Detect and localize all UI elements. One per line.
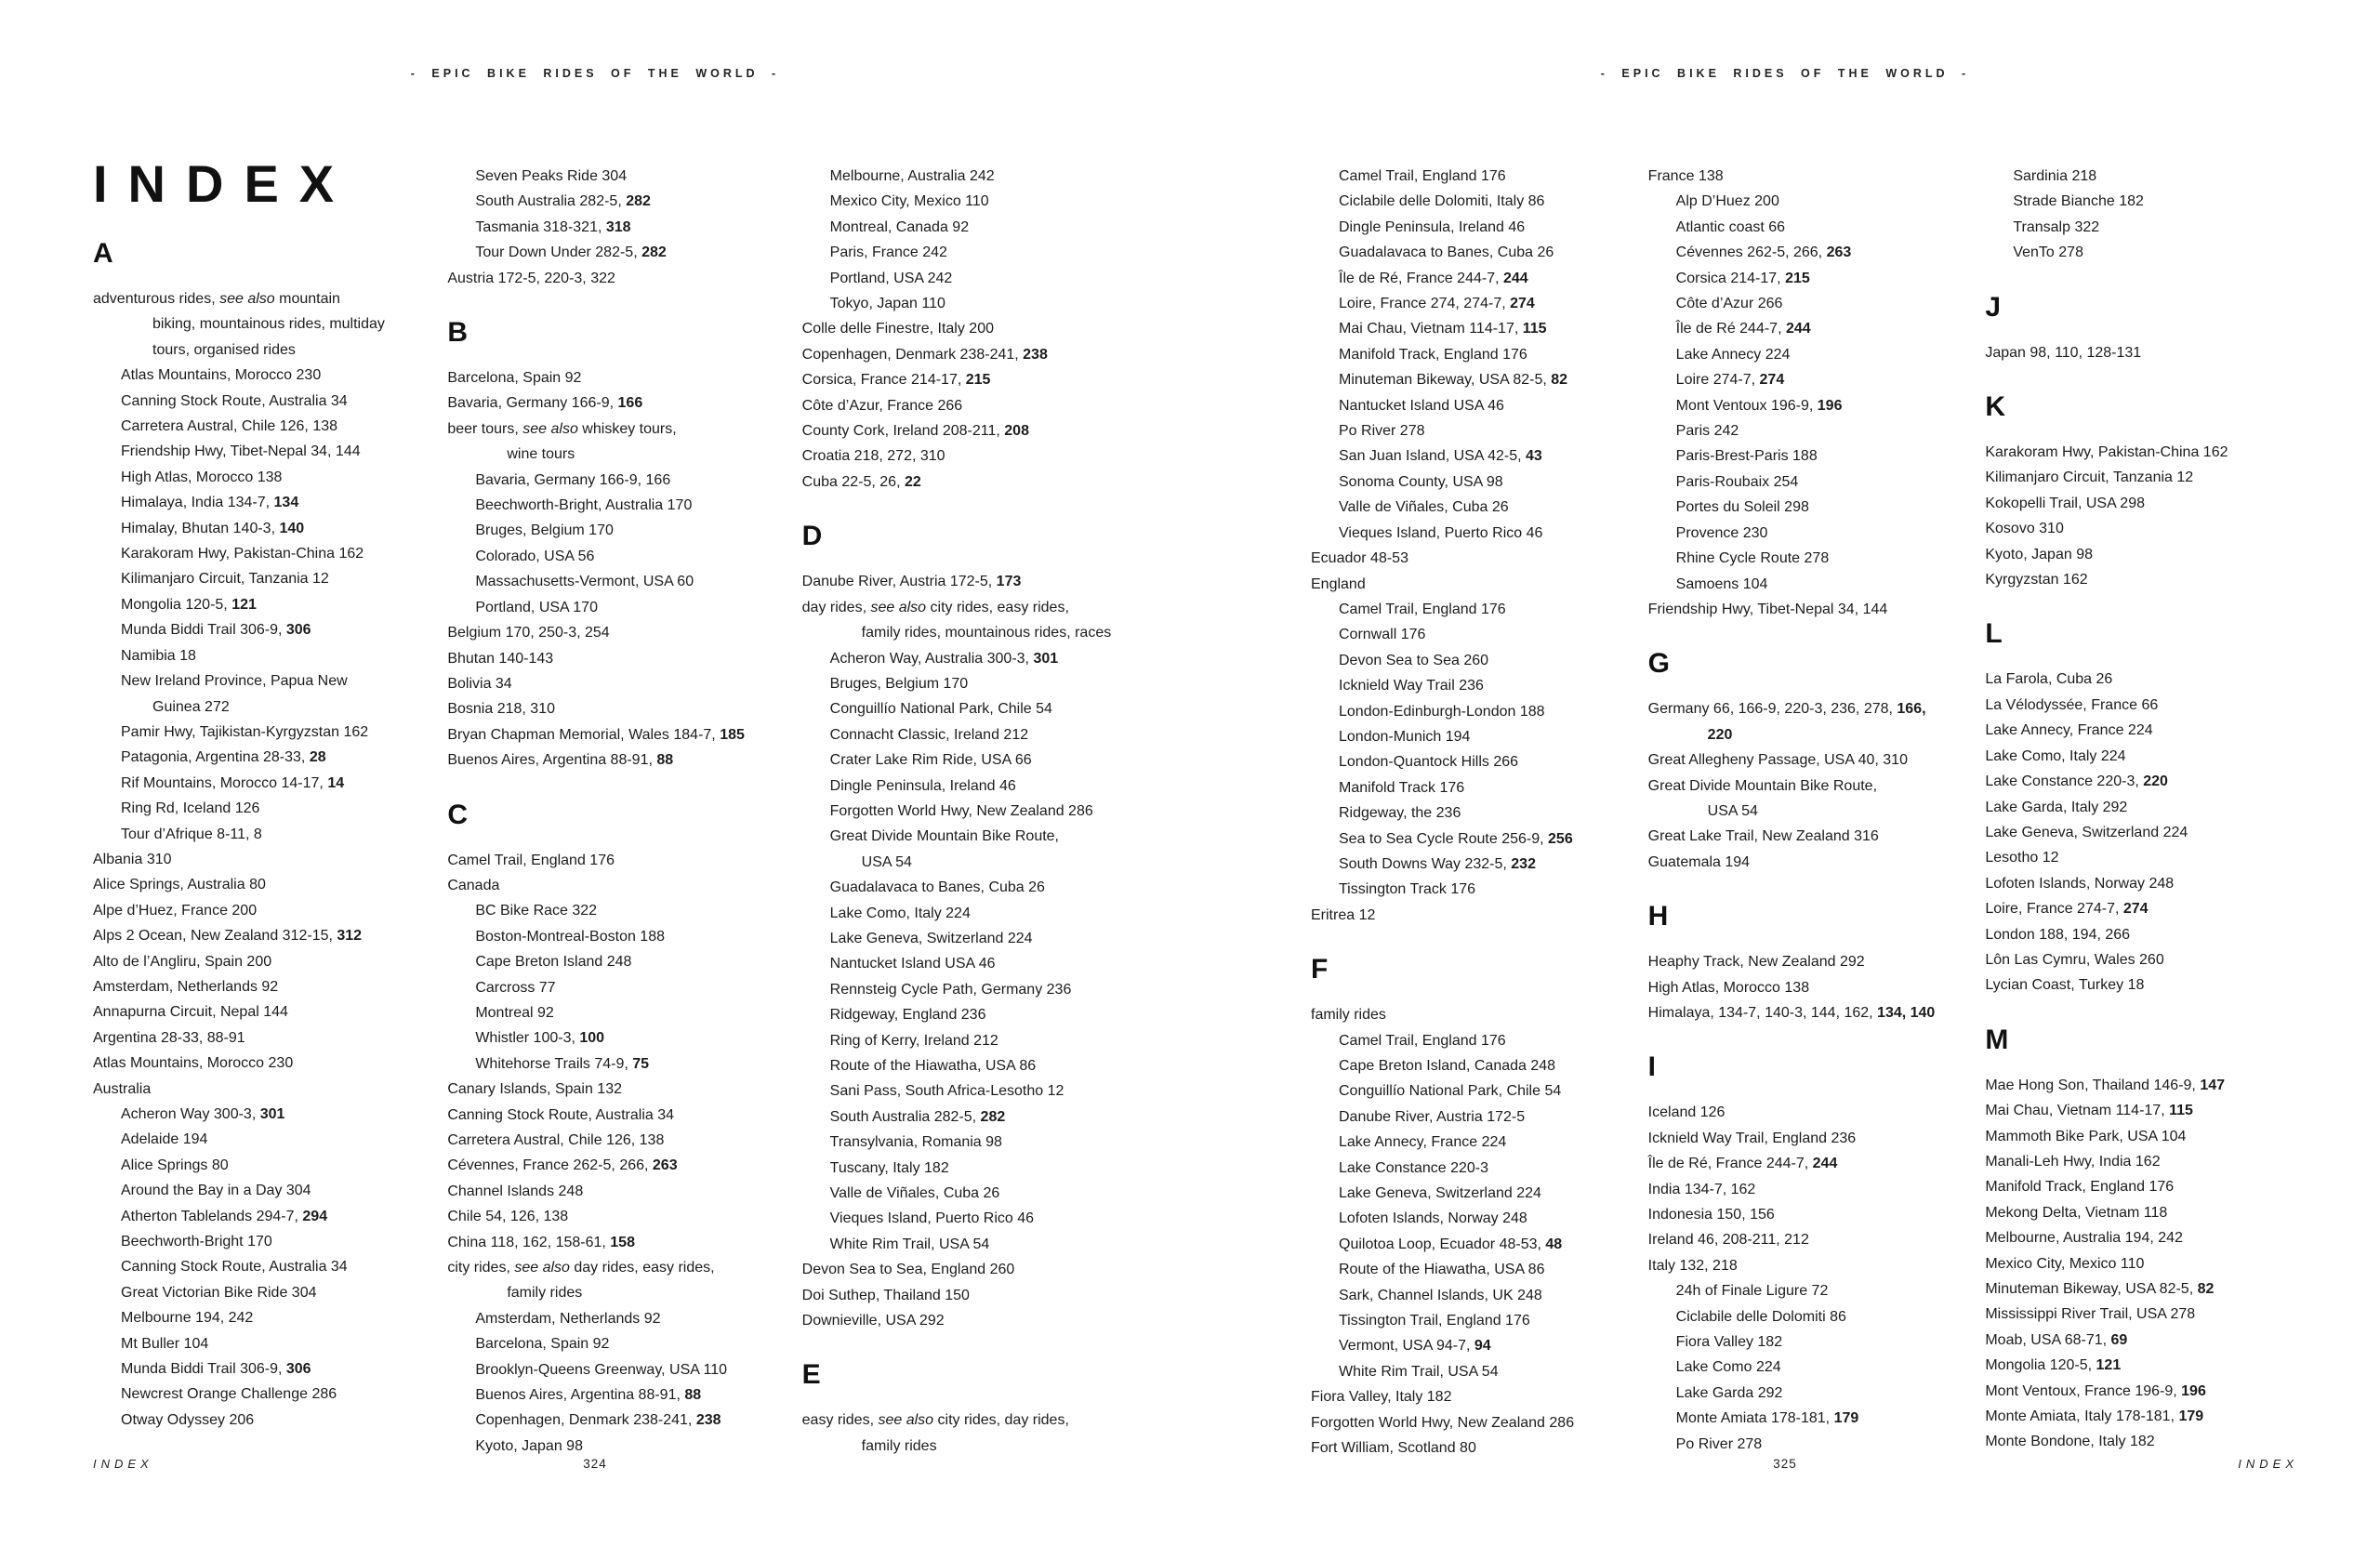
index-entry: Belgium 170, 250-3, 254 [447,625,610,641]
index-entry: Danube River, Austria 172-5 [1339,1108,1526,1125]
index-entry: Mae Hong Son, Thailand 146-9, 147 [1985,1077,2226,1093]
index-entry: Minuteman Bikeway, USA 82-5, 82 [1985,1281,2215,1297]
index-entry: Alto de l’Angliru, Spain 200 [93,953,272,970]
index-entry: Monte Bondone, Italy 182 [1985,1434,2155,1450]
index-entry: Channel Islands 248 [447,1183,584,1199]
index-entry: Otway Odyssey 206 [121,1411,255,1428]
index-entry: Whitehorse Trails 74-9, 75 [475,1055,650,1072]
index-entry: Atlas Mountains, Morocco 230 [121,367,322,384]
section-letter: L [1985,618,2003,650]
index-entry: Île de Ré 244-7, 244 [1675,321,1811,337]
index-entry: Moab, USA 68-71, 69 [1985,1331,2128,1348]
index-entry: Lôn Las Cymru, Wales 260 [1985,951,2164,968]
right-page-columns [1311,164,2298,1461]
index-entry: Paris, France 242 [829,245,947,261]
index-entry: Lesotho 12 [1985,850,2059,866]
index-entry: Vermont, USA 94-7, 94 [1339,1338,1491,1355]
index-entry: Australia [93,1080,152,1097]
index-entry: Argentina 28-33, 88-91 [93,1029,245,1046]
index-entry: Tissington Track 176 [1339,881,1476,898]
index-entry: Guadalavaca to Banes, Cuba 26 [829,879,1045,896]
index-entry: Great Divide Mountain Bike Route, [829,828,1059,845]
index-entry: South Australia 282-5, 282 [475,193,651,210]
index-entry: County Cork, Ireland 208-211, 208 [801,423,1029,440]
index-entry: White Rim Trail, USA 54 [829,1236,990,1252]
index-entry: tours, organised rides [152,341,296,358]
index-entry: Atherton Tablelands 294-7, 294 [121,1208,328,1224]
page-title: INDEX [93,154,355,213]
index-entry: Karakoram Hwy, Pakistan-China 162 [1985,444,2228,461]
index-entry: beer tours, see also whiskey tours, [447,420,677,437]
index-entry: Brooklyn-Queens Greenway, USA 110 [475,1361,727,1378]
index-entry: Copenhagen, Denmark 238-241, 238 [475,1412,721,1429]
running-header-right: - EPIC BIKE RIDES OF THE WORLD - [1600,67,1970,80]
index-entry: China 118, 162, 158-61, 158 [447,1234,635,1250]
index-entry: Italy 132, 218 [1647,1257,1738,1274]
index-entry: Alps 2 Ocean, New Zealand 312-15, 312 [93,928,363,945]
index-entry: Route of the Hiawatha, USA 86 [829,1058,1037,1074]
section-letter: J [1985,291,2002,323]
index-entry: BC Bike Race 322 [475,903,598,919]
index-entry: Amsterdam, Netherlands 92 [475,1310,661,1327]
index-entry: Kilimanjaro Circuit, Tanzania 12 [1985,469,2194,486]
index-column-3 [802,164,1132,1459]
index-entry: Alice Springs, Australia 80 [93,877,266,893]
section-letter: A [93,238,113,269]
index-entry: Croatia 218, 272, 310 [801,448,945,465]
index-entry: Monte Amiata 178-181, 179 [1675,1410,1859,1427]
index-entry: Barcelona, Spain 92 [447,370,582,387]
index-entry: Lake Constance 220-3 [1339,1159,1488,1176]
index-entry: Manifold Track, England 176 [1985,1179,2175,1196]
index-entry: Iceland 126 [1647,1104,1726,1121]
index-entry: Japan 98, 110, 128-131 [1985,344,2142,361]
index-entry: wine tours [507,446,575,463]
index-entry: Transylvania, Romania 98 [829,1134,1002,1151]
index-entry: USA 54 [1707,802,1758,819]
index-entry: High Atlas, Morocco 138 [121,469,283,485]
index-entry: Alice Springs 80 [121,1157,229,1173]
index-entry: Ring Rd, Iceland 126 [121,800,260,817]
index-entry: Kyoto, Japan 98 [475,1437,583,1454]
index-entry: USA 54 [861,853,912,870]
index-entry: Loire 274-7, 274 [1675,372,1785,389]
index-entry: Vieques Island, Puerto Rico 46 [829,1210,1035,1227]
footer-index-label-left: INDEX [93,1457,153,1471]
index-entry: Atlantic coast 66 [1675,218,1786,235]
index-entry: 24h of Finale Ligure 72 [1675,1283,1829,1300]
index-entry: Forgotten World Hwy, New Zealand 286 [1311,1414,1575,1431]
index-entry: Cape Breton Island 248 [475,954,632,971]
index-entry: Beechworth-Bright 170 [121,1234,272,1250]
index-entry: Nantucket Island USA 46 [829,956,996,972]
index-entry: Carretera Austral, Chile 126, 138 [447,1132,665,1148]
index-entry: India 134-7, 162 [1647,1181,1756,1197]
index-entry: Annapurna Circuit, Nepal 144 [93,1004,288,1021]
index-entry: Rhine Cycle Route 278 [1675,550,1830,567]
index-entry: Portland, USA 170 [475,599,598,615]
index-entry: Ireland 46, 208-211, 212 [1647,1232,1809,1249]
index-entry: Camel Trail, England 176 [1339,168,1506,184]
index-entry: Île de Ré, France 244-7, 244 [1647,1156,1838,1172]
index-entry: Great Lake Trail, New Zealand 316 [1647,828,1879,845]
index-entry: Kyoto, Japan 98 [1985,546,2093,562]
index-entry: Cévennes, France 262-5, 266, 263 [447,1157,678,1174]
index-entry: Germany 66, 166-9, 220-3, 236, 278, 166, [1647,701,1926,718]
index-entry: Mexico City, Mexico 110 [829,193,989,210]
index-entry: Buenos Aires, Argentina 88-91, 88 [475,1387,702,1404]
index-entry: Danube River, Austria 172-5, 173 [801,574,1022,590]
index-entry: London 188, 194, 266 [1985,926,2131,943]
index-entry: Lake Annecy 224 [1675,346,1791,363]
index-entry: Samoens 104 [1675,575,1768,592]
index-entry: Downieville, USA 292 [801,1313,945,1329]
index-entry: Montreal, Canada 92 [829,218,970,235]
index-entry: Lake Como, Italy 224 [1985,747,2126,764]
index-entry: Lake Geneva, Switzerland 224 [1339,1185,1541,1202]
index-entry: Monte Amiata, Italy 178-181, 179 [1985,1408,2204,1425]
index-entry: South Downs Way 232-5, 232 [1339,855,1536,872]
index-entry: Minuteman Bikeway, USA 82-5, 82 [1339,372,1568,389]
section-letter: K [1985,391,2006,423]
index-entry: Lycian Coast, Turkey 18 [1985,977,2145,994]
index-entry: Nantucket Island USA 46 [1339,397,1504,414]
index-entry: Karakoram Hwy, Pakistan-China 162 [121,546,364,562]
index-entry: Île de Ré, France 244-7, 244 [1339,270,1528,286]
section-letter: D [801,521,823,552]
index-entry: Dingle Peninsula, Ireland 46 [829,777,1016,794]
index-entry: Great Victorian Bike Ride 304 [121,1284,317,1301]
index-entry: Provence 230 [1675,524,1768,541]
index-entry: Acheron Way 300-3, 301 [121,1106,285,1122]
index-entry: Buenos Aires, Argentina 88-91, 88 [447,752,674,769]
index-entry: Albania 310 [93,851,172,867]
index-entry: family rides, mountainous rides, races [861,625,1112,641]
index-entry: Cévennes 262-5, 266, 263 [1675,245,1852,261]
index-entry: Doi Suthep, Thailand 150 [801,1287,970,1303]
index-entry: Copenhagen, Denmark 238-241, 238 [801,346,1048,363]
index-entry: Fiora Valley 182 [1675,1334,1783,1351]
index-entry: Route of the Hiawatha, USA 86 [1339,1262,1545,1278]
index-entry: Mississippi River Trail, USA 278 [1985,1306,2196,1323]
page-number-right: 325 [1773,1457,1797,1471]
index-entry: Mongolia 120-5, 121 [121,596,257,613]
index-entry: Crater Lake Rim Ride, USA 66 [829,752,1032,769]
index-entry: Kokopelli Trail, USA 298 [1985,495,2145,511]
index-entry: Conguillío National Park, Chile 54 [1339,1083,1562,1100]
index-entry: Canning Stock Route, Australia 34 [121,1259,348,1276]
index-entry: Kilimanjaro Circuit, Tanzania 12 [121,571,329,588]
index-column-5 [1648,164,1962,1461]
index-entry: Devon Sea to Sea 260 [1339,652,1489,668]
index-entry: Icknield Way Trail 236 [1339,678,1484,694]
index-entry: Around the Bay in a Day 304 [121,1183,311,1199]
section-letter: B [447,317,468,349]
index-entry: Beechworth-Bright, Australia 170 [475,497,693,514]
index-column-2 [447,164,777,1459]
index-entry: France 138 [1647,168,1724,184]
footer-index-label-right: INDEX [2238,1457,2298,1471]
index-entry: Fiora Valley, Italy 182 [1311,1389,1452,1406]
index-entry: Ecuador 48-53 [1311,550,1408,567]
index-entry: family rides [1311,1007,1386,1024]
index-entry: Rennsteig Cycle Path, Germany 236 [829,981,1072,998]
index-entry: Lake Como, Italy 224 [829,905,971,921]
index-entry: Transalp 322 [2013,218,2100,235]
index-entry: Lofoten Islands, Norway 248 [1985,875,2175,892]
index-entry: Icknield Way Trail, England 236 [1647,1130,1857,1146]
index-entry: Lake Como 224 [1675,1359,1781,1376]
index-entry: Adelaide 194 [121,1131,208,1148]
index-entry: High Atlas, Morocco 138 [1647,979,1810,996]
index-entry: Melbourne, Australia 194, 242 [1985,1230,2183,1247]
running-header-left: - EPIC BIKE RIDES OF THE WORLD - [410,67,780,80]
index-entry: Portes du Soleil 298 [1675,499,1809,516]
index-entry: Valle de Viñales, Cuba 26 [829,1185,1000,1202]
index-entry: Melbourne 194, 242 [121,1310,254,1327]
index-entry: Lofoten Islands, Norway 248 [1339,1210,1527,1227]
index-entry: Guadalavaca to Banes, Cuba 26 [1339,245,1554,261]
index-entry: London-Edinburgh-London 188 [1339,703,1545,720]
section-letter: I [1647,1051,1657,1083]
index-entry: Bhutan 140-143 [447,650,554,667]
index-entry: Sonoma County, USA 98 [1339,473,1503,490]
index-entry: Whistler 100-3, 100 [475,1030,605,1047]
index-entry: La Farola, Cuba 26 [1985,671,2113,688]
index-entry: Great Allegheny Passage, USA 40, 310 [1647,752,1908,769]
index-entry: Paris-Roubaix 254 [1675,473,1799,490]
index-entry: Heaphy Track, New Zealand 292 [1647,954,1865,971]
index-entry: Bolivia 34 [447,675,512,692]
index-entry: Barcelona, Spain 92 [475,1336,610,1353]
index-entry: Fort William, Scotland 80 [1311,1440,1476,1457]
index-entry: London-Quantock Hills 266 [1339,754,1519,771]
section-letter: E [801,1359,821,1391]
index-entry: Corsica, France 214-17, 215 [801,372,991,389]
index-entry: Loire, France 274, 274-7, 274 [1339,296,1535,312]
index-entry: Mekong Delta, Vietnam 118 [1985,1204,2168,1221]
index-entry: Colorado, USA 56 [475,548,595,564]
index-entry: Great Divide Mountain Bike Route, [1647,777,1878,794]
index-entry: Boston-Montreal-Boston 188 [475,928,665,945]
index-entry: Po River 278 [1339,423,1425,440]
index-entry: Colle delle Finestre, Italy 200 [801,321,994,337]
index-entry: Côte d’Azur, France 266 [801,397,963,414]
index-entry: Loire, France 274-7, 274 [1985,901,2149,918]
index-entry: Manali-Leh Hwy, India 162 [1985,1153,2161,1170]
index-entry: Tokyo, Japan 110 [829,296,945,312]
index-entry: White Rim Trail, USA 54 [1339,1363,1499,1380]
index-entry: Bruges, Belgium 170 [475,522,614,539]
index-entry: Côte d’Azur 266 [1675,296,1783,312]
index-entry: San Juan Island, USA 42-5, 43 [1339,448,1542,465]
index-entry: 220 [1707,726,1733,743]
index-entry: Quilotoa Loop, Ecuador 48-53, 48 [1339,1236,1563,1252]
index-entry: Mexico City, Mexico 110 [1985,1255,2145,1272]
index-entry: Lake Constance 220-3, 220 [1985,774,2168,790]
index-entry: Bruges, Belgium 170 [829,675,969,692]
index-entry: Bavaria, Germany 166-9, 166 [475,471,671,488]
index-entry: family rides [507,1285,583,1302]
index-entry: Ridgeway, the 236 [1339,805,1461,822]
index-entry: Kyrgyzstan 162 [1985,572,2088,588]
index-entry: Himalaya, India 134-7, 134 [121,495,299,511]
index-entry: Sea to Sea Cycle Route 256-9, 256 [1339,830,1573,847]
index-entry: Vieques Island, Puerto Rico 46 [1339,524,1543,541]
index-entry: day rides, see also city rides, easy rides, [801,599,1069,615]
index-entry: Lake Garda, Italy 292 [1985,799,2128,815]
index-entry: family rides [861,1437,937,1454]
index-entry: Manifold Track 176 [1339,779,1465,796]
section-letter: F [1311,954,1329,985]
index-column-6 [1985,164,2298,1461]
index-entry: easy rides, see also city rides, day rides, [801,1412,1069,1429]
index-entry: Alpe d’Huez, France 200 [93,902,258,919]
index-entry: Po River 278 [1675,1435,1763,1452]
index-entry: Mammoth Bike Park, USA 104 [1985,1128,2187,1144]
index-entry: Ring of Kerry, Ireland 212 [829,1032,998,1049]
index-entry: Himalay, Bhutan 140-3, 140 [121,520,305,536]
index-entry: city rides, see also day rides, easy rides, [447,1260,715,1276]
index-entry: Canning Stock Route, Australia 34 [121,392,348,409]
index-entry: Mont Ventoux, France 196-9, 196 [1985,1382,2206,1399]
index-entry: England [1311,575,1366,592]
index-entry: Amsterdam, Netherlands 92 [93,978,279,995]
index-entry: Ciclabile delle Dolomiti 86 [1675,1308,1846,1325]
index-entry: Massachusetts-Vermont, USA 60 [475,574,694,590]
index-entry: Lake Geneva, Switzerland 224 [829,930,1033,946]
index-entry: Montreal 92 [475,1004,554,1021]
index-entry: Dingle Peninsula, Ireland 46 [1339,218,1526,235]
index-entry: Conguillío National Park, Chile 54 [829,701,1052,718]
index-entry: Carretera Austral, Chile 126, 138 [121,418,338,435]
index-entry: Tuscany, Italy 182 [829,1159,949,1176]
index-entry: Eritrea 12 [1311,906,1376,923]
page-number-left: 324 [583,1457,607,1471]
index-entry: London-Munich 194 [1339,728,1471,745]
index-entry: Canary Islands, Spain 132 [447,1081,622,1098]
index-entry: Kosovo 310 [1985,521,2064,537]
index-entry: biking, mountainous rides, multiday [152,316,385,333]
index-entry: Cuba 22-5, 26, 22 [801,473,921,490]
index-entry: Tour Down Under 282-5, 282 [475,245,667,261]
index-entry: Bavaria, Germany 166-9, 166 [447,395,643,412]
page-right [1190,0,2380,1547]
index-entry: Forgotten World Hwy, New Zealand 286 [829,802,1093,819]
index-entry: adventurous rides, see also mountain [93,291,340,307]
index-entry: Himalaya, 134-7, 140-3, 144, 162, 134, 140 [1647,1004,1936,1021]
index-entry: Mai Chau, Vietnam 114-17, 115 [1985,1103,2193,1119]
section-letter: G [1647,648,1671,680]
index-entry: Mont Ventoux 196-9, 196 [1675,397,1843,414]
index-entry: Ridgeway, England 236 [829,1007,986,1024]
index-entry: Bryan Chapman Memorial, Wales 184-7, 185 [447,726,745,743]
index-entry: Camel Trail, England 176 [1339,1032,1506,1049]
index-entry: Canning Stock Route, Australia 34 [447,1106,675,1123]
index-entry: Devon Sea to Sea, England 260 [801,1262,1015,1278]
index-entry: Namibia 18 [121,647,196,664]
index-entry: Tissington Trail, England 176 [1339,1313,1530,1329]
index-entry: Atlas Mountains, Morocco 230 [93,1055,294,1072]
section-letter: M [1985,1024,2009,1055]
index-entry: Seven Peaks Ride 304 [475,168,628,184]
index-entry: Mai Chau, Vietnam 114-17, 115 [1339,321,1547,337]
index-entry: South Australia 282-5, 282 [829,1108,1006,1125]
index-entry: Valle de Viñales, Cuba 26 [1339,499,1509,516]
index-entry: Corsica 214-17, 215 [1675,270,1810,286]
index-entry: Pamir Hwy, Tajikistan-Kyrgyzstan 162 [121,723,369,740]
index-entry: Lake Annecy, France 224 [1985,722,2153,739]
index-entry: Tasmania 318-321, 318 [475,218,631,235]
index-entry: Camel Trail, England 176 [1339,601,1506,617]
index-entry: Acheron Way, Australia 300-3, 301 [829,650,1059,667]
index-entry: Melbourne, Australia 242 [829,168,995,184]
index-entry: Connacht Classic, Ireland 212 [829,726,1029,743]
index-entry: Bosnia 218, 310 [447,701,555,718]
index-column-1 [93,154,423,1459]
index-entry: Carcross 77 [475,979,556,996]
index-entry: Tour d’Afrique 8-11, 8 [121,826,262,842]
index-entry: Cape Breton Island, Canada 248 [1339,1058,1556,1074]
index-entry: Munda Biddi Trail 306-9, 306 [121,1361,311,1378]
index-entry: Strade Bianche 182 [2013,193,2144,210]
index-entry: Sark, Channel Islands, UK 248 [1339,1287,1542,1303]
index-entry: Munda Biddi Trail 306-9, 306 [121,622,311,639]
section-letter: H [1647,901,1669,932]
index-entry: VenTo 278 [2013,245,2083,261]
index-entry: Paris 242 [1675,423,1739,440]
index-entry: Alp D’Huez 200 [1675,193,1779,210]
index-entry: Ciclabile delle Dolomiti, Italy 86 [1339,193,1545,210]
index-entry: Canada [447,877,500,893]
index-entry: Guinea 272 [152,698,230,715]
index-entry: Lake Garda 292 [1675,1384,1783,1401]
index-entry: Portland, USA 242 [829,270,953,286]
index-entry: Mongolia 120-5, 121 [1985,1357,2122,1374]
section-letter: C [447,799,468,830]
index-entry: Friendship Hwy, Tibet-Nepal 34, 144 [121,443,361,460]
index-entry: Newcrest Orange Challenge 286 [121,1386,337,1403]
index-entry: Camel Trail, England 176 [447,852,615,868]
index-entry: Patagonia, Argentina 28-33, 28 [121,749,326,766]
index-entry: La Vélodyssée, France 66 [1985,696,2159,713]
index-entry: Manifold Track, England 176 [1339,346,1527,363]
index-entry: Austria 172-5, 220-3, 322 [447,270,615,286]
index-entry: Lake Annecy, France 224 [1339,1134,1507,1151]
index-entry: Paris-Brest-Paris 188 [1675,448,1818,465]
index-entry: Chile 54, 126, 138 [447,1209,569,1225]
index-entry: Sani Pass, South Africa-Lesotho 12 [829,1083,1064,1100]
index-entry: Indonesia 150, 156 [1647,1207,1775,1223]
index-entry: Lake Geneva, Switzerland 224 [1985,824,2188,840]
index-entry: Cornwall 176 [1339,627,1426,643]
index-entry: Guatemala 194 [1647,853,1751,870]
index-entry: New Ireland Province, Papua New [121,673,348,690]
index-entry: Mt Buller 104 [121,1335,209,1352]
index-column-4 [1311,164,1624,1461]
index-entry: Sardinia 218 [2013,168,2097,184]
left-page-columns [93,154,1132,1459]
index-entry: Rif Mountains, Morocco 14-17, 14 [121,774,345,791]
index-entry: Friendship Hwy, Tibet-Nepal 34, 144 [1647,601,1888,617]
